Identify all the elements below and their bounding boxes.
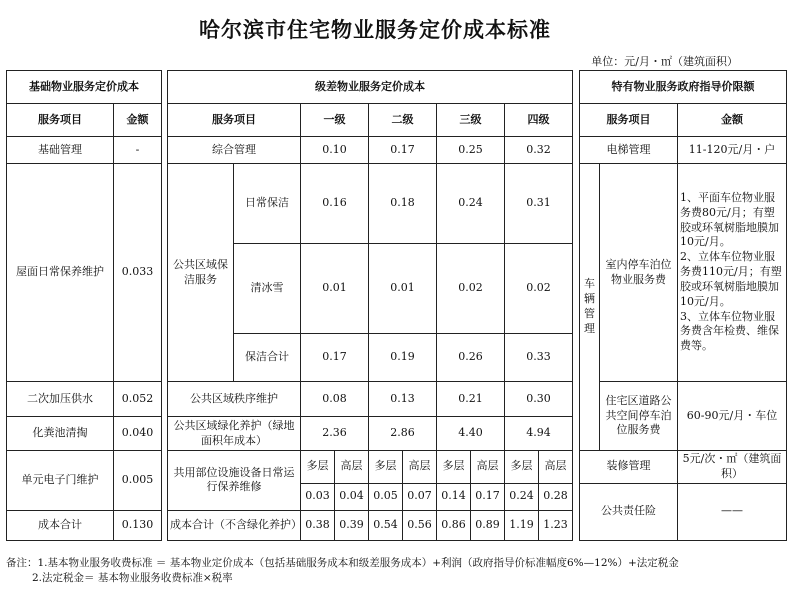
basic-amount: - [114, 137, 162, 164]
pricing-table [6, 70, 787, 541]
graded-value: 4.40 [437, 417, 505, 451]
special-amount: 5元/次・㎡（建筑面积） [678, 451, 787, 484]
special-col-amount: 金额 [678, 104, 787, 137]
graded-value: 0.04 [335, 483, 369, 510]
graded-value: 0.16 [301, 164, 369, 244]
special-col-item: 服务项目 [580, 104, 678, 137]
basic-amount: 0.040 [114, 417, 162, 451]
vehicle-char: 理 [584, 321, 595, 335]
building-type: 多层 [369, 451, 403, 484]
basic-col-amount: 金额 [114, 104, 162, 137]
graded-value: 0.86 [437, 510, 471, 540]
graded-value: 0.39 [335, 510, 369, 540]
vehicle-char: 辆 [584, 292, 595, 306]
graded-item: 保洁合计 [234, 334, 301, 382]
note-line: 2.法定税金＝ 基本物业服务收费标准×税率 [32, 571, 233, 584]
graded-value: 1.23 [539, 510, 573, 540]
building-type: 多层 [437, 451, 471, 484]
graded-value: 0.21 [437, 382, 505, 417]
building-type: 高层 [471, 451, 505, 484]
graded-section-header: 级差物业服务定价成本 [168, 71, 573, 104]
graded-value: 4.94 [505, 417, 573, 451]
basic-item: 化粪池清掏 [7, 417, 114, 451]
special-item: 电梯管理 [580, 137, 678, 164]
special-amount: 60-90元/月・车位 [678, 382, 787, 451]
basic-item: 屋面日常保养维护 [7, 164, 114, 382]
special-item: 住宅区道路公共空间停车泊位服务费 [600, 382, 678, 451]
vehicle-char: 管 [584, 307, 595, 320]
basic-item: 基础管理 [7, 137, 114, 164]
graded-value: 0.32 [505, 137, 573, 164]
building-type: 多层 [505, 451, 539, 484]
level-4-header: 四级 [505, 104, 573, 137]
graded-item: 清冰雪 [234, 244, 301, 334]
basic-section-header: 基础物业服务定价成本 [7, 71, 162, 104]
graded-value: 0.17 [369, 137, 437, 164]
level-1-header: 一级 [301, 104, 369, 137]
graded-value: 0.07 [403, 483, 437, 510]
graded-value: 1.19 [505, 510, 539, 540]
graded-value: 0.13 [369, 382, 437, 417]
graded-value: 2.36 [301, 417, 369, 451]
indoor-parking-amount [678, 164, 787, 382]
graded-value: 0.17 [471, 483, 505, 510]
graded-value: 0.01 [301, 244, 369, 334]
special-item: 公共责任险 [580, 483, 678, 540]
graded-value: 0.24 [505, 483, 539, 510]
graded-value: 0.02 [505, 244, 573, 334]
notes-label: 备注： [6, 557, 38, 569]
special-item: 室内停车泊位物业服务费 [600, 164, 678, 382]
basic-amount: 0.005 [114, 451, 162, 511]
graded-col-item: 服务项目 [168, 104, 301, 137]
graded-item: 综合管理 [168, 137, 301, 164]
document-title: 哈尔滨市住宅物业服务定价成本标准 [199, 18, 551, 42]
graded-value: 0.01 [369, 244, 437, 334]
graded-value: 0.54 [369, 510, 403, 540]
basic-col-item: 服务项目 [7, 104, 114, 137]
special-amount: 11-120元/月・户 [678, 137, 787, 164]
graded-value: 0.08 [301, 382, 369, 417]
graded-value: 0.18 [369, 164, 437, 244]
graded-value: 0.24 [437, 164, 505, 244]
building-type: 多层 [301, 451, 335, 484]
basic-amount: 0.033 [114, 164, 162, 382]
graded-value: 0.26 [437, 334, 505, 382]
graded-value: 2.86 [369, 417, 437, 451]
graded-value: 0.33 [505, 334, 573, 382]
graded-item: 日常保洁 [234, 164, 301, 244]
building-type: 高层 [539, 451, 573, 484]
graded-group-label: 公共区域保洁服务 [168, 164, 234, 382]
graded-value: 0.14 [437, 483, 471, 510]
graded-value: 0.25 [437, 137, 505, 164]
basic-amount: 0.052 [114, 382, 162, 417]
building-type: 高层 [335, 451, 369, 484]
vehicle-char: 车 [584, 277, 595, 291]
indoor-parking-rule: 1、平面车位物业服务费80元/月；有塑胶或环氧树脂地膜加10元/月。 [680, 190, 779, 249]
note-text: 1.基本物业服务收费标准 ＝ 基本物业定价成本（包括基础服务成本和级差服务成本）+利润（政府指导价标准幅度6%—12%）+法定税金 [37, 557, 679, 569]
graded-item: 共用部位设施设备日常运行保养维修 [168, 451, 301, 511]
basic-item: 单元电子门维护 [7, 451, 114, 511]
graded-value: 0.56 [403, 510, 437, 540]
level-3-header: 三级 [437, 104, 505, 137]
graded-item: 公共区域绿化养护（绿地面积年成本） [168, 417, 301, 451]
graded-value: 0.05 [369, 483, 403, 510]
basic-amount: 0.130 [114, 510, 162, 540]
graded-value: 0.02 [437, 244, 505, 334]
graded-value: 0.30 [505, 382, 573, 417]
graded-value: 0.28 [539, 483, 573, 510]
graded-value: 0.03 [301, 483, 335, 510]
special-amount: —— [678, 483, 787, 540]
unit-label: 单位：元/月・㎡（建筑面积） [591, 55, 738, 68]
indoor-parking-rule: 2、立体车位物业服务费110元/月；有塑胶或环氧树脂地膜加10元/月。 [680, 250, 782, 308]
special-item: 装修管理 [580, 451, 678, 484]
vehicle-group-label [580, 164, 600, 451]
special-section-header: 特有物业服务政府指导价限额 [580, 71, 787, 104]
graded-item: 成本合计（不含绿化养护） [168, 510, 301, 540]
basic-item: 二次加压供水 [7, 382, 114, 417]
basic-item: 成本合计 [7, 510, 114, 540]
graded-value: 0.38 [301, 510, 335, 540]
graded-value: 0.19 [369, 334, 437, 382]
level-2-header: 二级 [369, 104, 437, 137]
indoor-parking-rule: 3、立体车位物业服务费含年检费、维保费等。 [680, 309, 779, 353]
notes [6, 556, 746, 585]
graded-value: 0.10 [301, 137, 369, 164]
graded-item: 公共区域秩序维护 [168, 382, 301, 417]
building-type: 高层 [403, 451, 437, 484]
graded-value: 0.17 [301, 334, 369, 382]
graded-value: 0.89 [471, 510, 505, 540]
graded-value: 0.31 [505, 164, 573, 244]
note-line [6, 556, 746, 571]
